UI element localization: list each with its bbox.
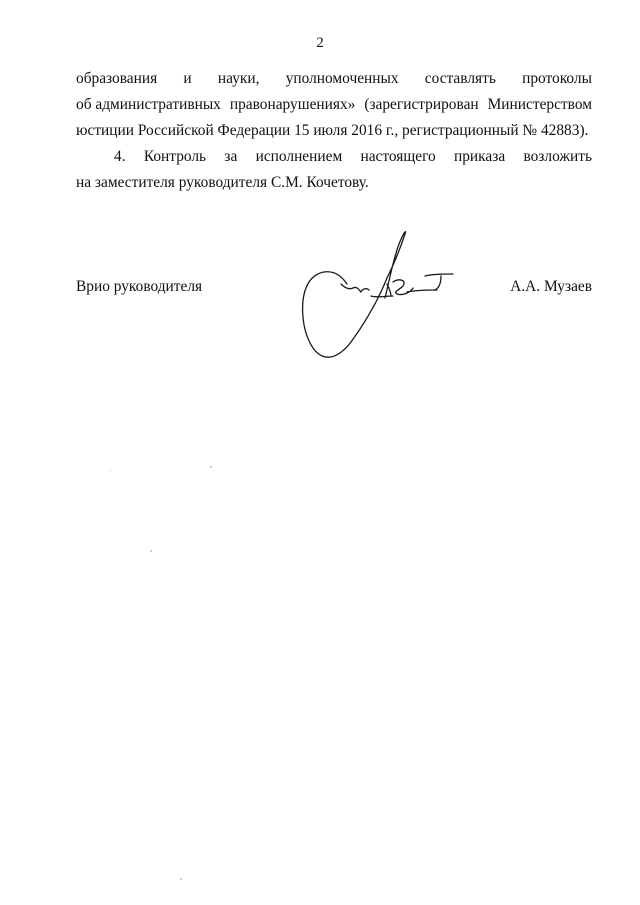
word: науки,	[217, 70, 260, 87]
signer-name: А.А. Музаев	[510, 278, 592, 295]
word: составлять	[424, 70, 496, 87]
word: (зарегистрирован	[364, 96, 479, 113]
scan-speck	[150, 550, 152, 552]
word: и	[183, 70, 192, 87]
scan-speck	[180, 878, 182, 880]
word: возложить	[523, 148, 592, 165]
position-title: Врио руководителя	[76, 278, 203, 295]
word: за	[224, 148, 238, 165]
word: приказа	[454, 148, 506, 165]
paragraph-regulation-reference	[76, 66, 592, 144]
page-number: 2	[316, 35, 324, 51]
word: об административных	[76, 96, 221, 113]
paragraph-line	[76, 66, 592, 92]
word: образования	[76, 70, 158, 87]
paragraph-line	[76, 144, 592, 170]
word: Министерством	[487, 96, 592, 113]
paragraph-line: на заместителя руководителя С.М. Кочетову.	[76, 174, 369, 191]
word: уполномоченных	[285, 70, 399, 87]
paragraph-line	[76, 92, 592, 118]
word: настоящего	[360, 148, 436, 165]
paragraph-control-assignment	[76, 144, 592, 196]
item-number: 4.	[114, 148, 126, 165]
scan-speck	[110, 470, 111, 471]
scan-speck	[210, 466, 212, 468]
word: протоколы	[522, 70, 592, 87]
word: Контроль	[143, 148, 207, 165]
word: исполнением	[255, 148, 343, 165]
paragraph-line: юстиции Российской Федерации 15 июля 2016 г., регистрационный № 42883).	[76, 122, 589, 139]
word: правонарушениях»	[229, 96, 356, 113]
handwritten-signature-icon	[295, 226, 465, 366]
